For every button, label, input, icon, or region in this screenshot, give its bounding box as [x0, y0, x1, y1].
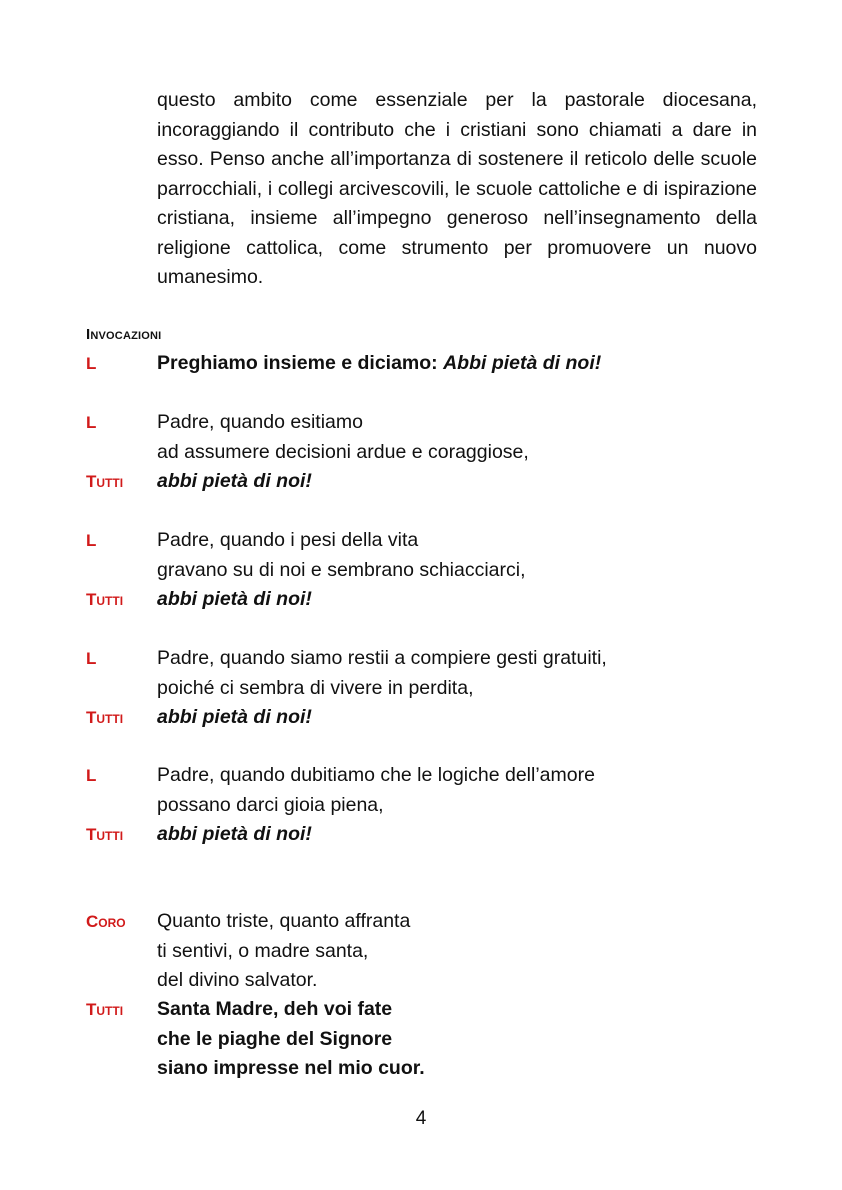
- response-text: abbi pietà di noi!: [157, 706, 312, 728]
- hymn-line: Quanto triste, quanto affranta: [157, 910, 411, 932]
- response-text: abbi pietà di noi!: [157, 470, 312, 492]
- all-speaker-label: Tutti: [86, 1000, 124, 1019]
- response-speaker-label: Tutti: [86, 825, 124, 844]
- response-speaker-label: Tutti: [86, 590, 124, 609]
- invocation-intro-response: Abbi pietà di noi!: [443, 352, 602, 374]
- invocation-text: [157, 761, 757, 820]
- hymn-line: ti sentivi, o madre santa,: [157, 939, 369, 962]
- response-speaker-label: Tutti: [86, 472, 124, 491]
- invocation-line: poiché ci sembra di vivere in perdita,: [157, 676, 474, 699]
- speaker-label: L: [86, 766, 97, 785]
- invocation-text: [157, 526, 757, 585]
- page-number: 4: [415, 1108, 427, 1129]
- speaker-label: L: [86, 354, 97, 373]
- hymn-line: del divino salvator.: [157, 969, 318, 991]
- speaker-label: L: [86, 649, 97, 668]
- invocation-intro-prompt: Preghiamo insieme e diciamo:: [157, 352, 444, 374]
- invocation-line: Padre, quando dubitiamo che le logiche dell’amore: [157, 764, 595, 786]
- speaker-label: L: [86, 413, 97, 432]
- invocation-text: [157, 408, 757, 467]
- invocation-line: Padre, quando esitiamo: [157, 411, 363, 433]
- hymn-line: che le piaghe del Signore: [157, 1027, 393, 1050]
- invocation-line: gravano su di noi e sembrano schiacciarci,: [157, 558, 526, 581]
- response-text: abbi pietà di noi!: [157, 823, 312, 845]
- section-title: Invocazioni: [86, 326, 162, 343]
- invocation-text: [157, 644, 757, 703]
- invocation-line: Padre, quando siamo restii a compiere gesti gratuiti,: [157, 647, 607, 669]
- hymn-choir-text: [157, 907, 757, 996]
- response-speaker-label: Tutti: [86, 708, 124, 727]
- choir-speaker-label: Coro: [86, 912, 126, 931]
- hymn-line: Santa Madre, deh voi fate: [157, 998, 393, 1020]
- response-text: abbi pietà di noi!: [157, 588, 312, 610]
- invocation-line: Padre, quando i pesi della vita: [157, 529, 419, 551]
- invocation-intro-text: [157, 349, 757, 379]
- hymn-all-text: [157, 995, 757, 1084]
- intro-paragraph: questo ambito come essenziale per la pastorale diocesana, incoraggiando il contributo che i cristiani sono chiamati a dare in esso. Penso anche all’importanza di sostenere il reticolo delle scuole parrocchiali, i collegi arcivescovili, le scuole cattoliche e di ispirazione cristiana, insieme all’impegno generoso nell’insegnamento della religione cattolica, come strumento per promuovere un nuovo umanesimo.: [157, 89, 757, 288]
- invocation-line: ad assumere decisioni ardue e coraggiose,: [157, 440, 529, 463]
- invocation-line: possano darci gioia piena,: [157, 793, 384, 816]
- speaker-label: L: [86, 531, 97, 550]
- hymn-line: siano impresse nel mio cuor.: [157, 1057, 425, 1079]
